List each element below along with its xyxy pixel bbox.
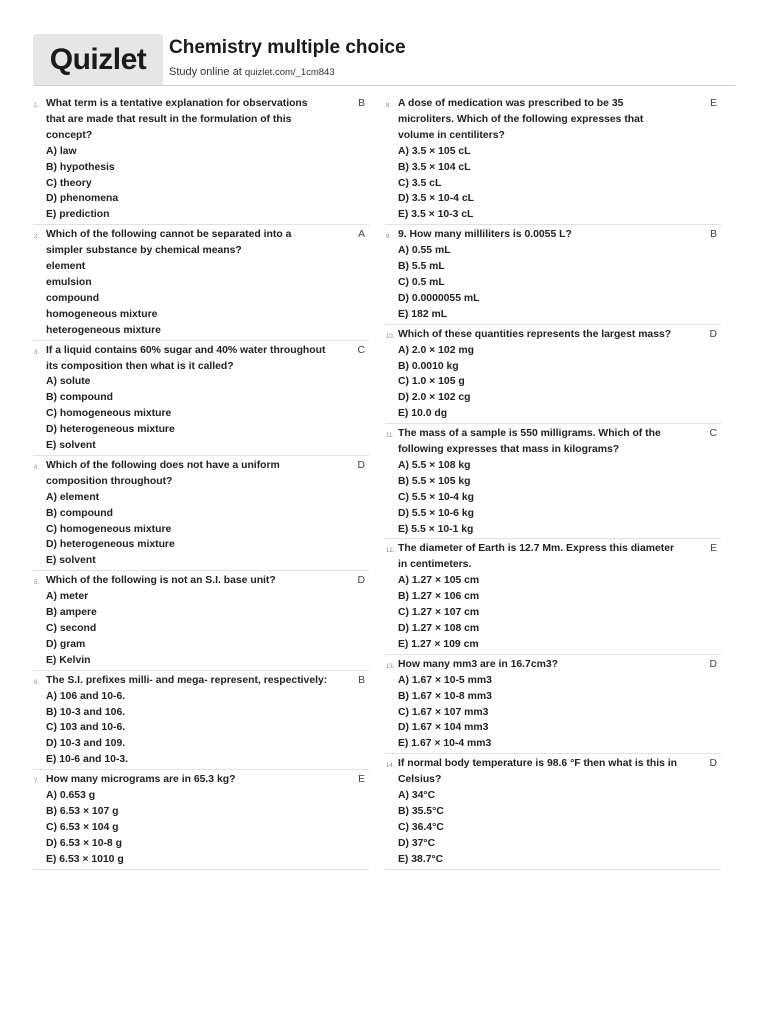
question-number: 10. [386,333,395,340]
answer-option: B) ampere [46,607,97,619]
answer-option: C) 6.53 × 104 g [46,821,119,833]
question-stem-line: Which of the following cannot be separated into a [46,229,292,241]
answer-option: compound [46,292,100,304]
question-number: 2. [34,234,40,241]
answer-option: E) 3.5 × 10-3 cL [398,209,474,221]
answer-option: B) 5.5 mL [398,261,445,273]
question-number: 12. [386,548,395,555]
question-stem-line: How many mm3 are in 16.7cm3? [398,658,558,670]
question-item [33,94,369,225]
question-item [33,225,369,340]
answer-option: C) 1.67 × 107 mm3 [398,706,489,718]
answer-option: D) 37°C [398,837,436,849]
answer-option: D) 5.5 × 10-6 kg [398,507,474,519]
question-item [385,539,721,654]
answer-option: A) 34°C [398,790,436,802]
answer-option: B) compound [46,392,113,404]
answer-option: D) heterogeneous mixture [46,424,175,436]
answer-key: D [709,758,717,770]
question-stem-line: What term is a tentative explanation for observations [46,98,308,109]
answer-option: E) 1.67 × 10-4 mm3 [398,738,492,750]
answer-option: C) 3.5 cL [398,177,442,189]
question-stem-line: How many micrograms are in 65.3 kg? [46,774,236,786]
answer-key: E [358,774,365,786]
answer-option: D) 6.53 × 10-8 g [46,837,122,849]
question-number: 6. [34,679,40,686]
answer-option: element [46,261,86,273]
answer-key: C [357,344,365,356]
answer-option: C) homogeneous mixture [46,523,172,535]
answer-option: E) 5.5 × 10-1 kg [398,523,474,535]
answer-option: emulsion [46,276,92,288]
question-item [385,424,721,539]
answer-option: B) 6.53 × 107 g [46,805,119,817]
answer-key: B [358,674,365,686]
answer-option: D) phenomena [46,193,119,205]
question-stem-line: Which of the following does not have a uniform [46,459,280,471]
answer-option: C) 1.0 × 105 g [398,376,465,388]
answer-option: E) solvent [46,440,96,452]
answer-option: C) theory [46,177,92,189]
question-item [385,325,721,424]
answer-key: D [357,459,365,471]
answer-option: A) 1.27 × 105 cm [398,575,480,587]
page-subtitle [169,66,335,78]
question-stem-line: Celsius? [398,774,442,786]
question-number: 14. [386,763,395,770]
answer-option: D) 2.0 × 102 cg [398,392,471,404]
question-number: 1. [34,103,40,109]
question-item [33,341,369,456]
question-number: 8. [386,103,392,109]
question-stem-line: A dose of medication was prescribed to be 35 [398,98,624,109]
question-item [33,671,369,770]
question-item [33,571,369,670]
answer-option: C) second [46,623,97,634]
answer-option: B) 35.5°C [398,805,444,817]
quizlet-logo[interactable]: Quizlet [33,34,163,86]
answer-key: D [709,658,717,670]
answer-option: A) 2.0 × 102 mg [398,344,474,356]
question-stem-line: The mass of a sample is 550 milligrams. Which of the [398,428,661,440]
answer-option: E) 10.0 dg [398,408,448,420]
answer-option: C) 0.5 mL [398,276,445,288]
question-stem-line: volume in centiliters? [398,129,505,141]
answer-option: D) 3.5 × 10-4 cL [398,193,474,205]
question-stem-line: microliters. Which of the following expresses that [398,113,644,125]
answer-option: C) 103 and 10-6. [46,722,126,734]
page-header [33,34,735,86]
answer-option: B) compound [46,507,113,519]
page-title: Chemistry multiple choice [169,37,406,58]
answer-option: D) 1.67 × 104 mm3 [398,722,489,734]
answer-option: A) 5.5 × 108 kg [398,459,471,471]
answer-option: A) solute [46,376,91,388]
answer-option: E) 38.7°C [398,853,444,865]
answer-option: homogeneous mixture [46,308,158,320]
question-number: 7. [34,779,40,786]
question-number: 5. [34,580,40,587]
answer-option: E) 10-6 and 10-3. [46,754,129,766]
answer-key: E [710,543,717,555]
question-item [385,94,721,225]
answer-option: A) meter [46,591,89,603]
answer-key: D [357,575,365,587]
question-stem-line: composition throughout? [46,475,173,487]
answer-option: A) 1.67 × 10-5 mm3 [398,674,492,686]
question-item [385,655,721,754]
question-stem-line: 9. How many milliliters is 0.0055 L? [398,229,572,241]
answer-option: D) 10-3 and 109. [46,738,126,750]
answer-option: C) 5.5 × 10-4 kg [398,491,474,503]
answer-option: C) 1.27 × 107 cm [398,607,480,619]
question-number: 13. [386,663,395,670]
answer-option: A) element [46,491,100,503]
answer-option: A) 106 and 10-6. [46,690,126,702]
question-column-right [385,94,721,870]
subtitle-prefix: Study online at [169,66,242,78]
answer-option: B) 5.5 × 105 kg [398,475,471,487]
answer-option: B) 1.27 × 106 cm [398,591,480,603]
answer-option: heterogeneous mixture [46,324,161,336]
question-stem-line: that are made that result in the formulation of this [46,113,292,125]
question-stem-line: Which of the following is not an S.I. base unit? [46,575,276,587]
answer-option: A) 0.55 mL [398,245,451,257]
answer-option: B) 3.5 × 104 cL [398,161,471,173]
question-stem-line: The S.I. prefixes milli- and mega- represent, respectively: [46,674,328,686]
question-column-left [33,94,369,870]
answer-option: D) heterogeneous mixture [46,539,175,551]
answer-key: B [358,98,365,109]
answer-option: E) 6.53 × 1010 g [46,853,124,865]
answer-option: A) law [46,145,77,157]
answer-option: D) 1.27 × 108 cm [398,623,480,634]
answer-option: D) 0.0000055 mL [398,292,480,304]
question-stem-line: Which of these quantities represents the largest mass? [398,328,672,340]
question-item [33,770,369,869]
question-stem-line: The diameter of Earth is 12.7 Mm. Express this diameter [398,543,675,555]
question-item [385,754,721,869]
answer-option: B) 10-3 and 106. [46,706,126,718]
answer-key: C [709,428,717,440]
answer-key: B [710,229,717,241]
question-number: 9. [386,234,392,241]
answer-option: E) 182 mL [398,308,448,320]
answer-option: B) 1.67 × 10-8 mm3 [398,690,492,702]
question-stem-line: following expresses that mass in kilograms? [398,444,620,456]
question-stem-line: in centimeters. [398,559,472,571]
answer-option: C) homogeneous mixture [46,408,172,420]
question-item [33,456,369,571]
study-link[interactable]: quizlet.com/_1cm843 [244,67,335,78]
question-stem-line: concept? [46,129,93,141]
answer-option: E) Kelvin [46,654,91,666]
answer-option: E) prediction [46,209,110,221]
answer-option: E) 1.27 × 109 cm [398,638,479,650]
question-stem-line: simpler substance by chemical means? [46,245,242,257]
question-number: 3. [34,349,40,356]
answer-option: B) hypothesis [46,161,115,173]
header-divider [33,85,735,86]
question-stem-line: If a liquid contains 60% sugar and 40% water throughout [46,344,326,356]
question-stem-line: If normal body temperature is 98.6 °F then what is this in [398,758,677,770]
answer-option: B) 0.0010 kg [398,360,459,372]
question-number: 11. [386,433,394,440]
question-stem-line: its composition then what is it called? [46,360,234,372]
answer-option: A) 0.653 g [46,790,96,802]
answer-key: A [358,229,365,241]
answer-option: D) gram [46,638,86,650]
answer-option: C) 36.4°C [398,821,444,833]
answer-key: D [709,328,717,340]
answer-option: A) 3.5 × 105 cL [398,145,471,157]
question-number: 4. [34,464,40,471]
answer-option: E) solvent [46,555,96,567]
question-item [385,225,721,324]
answer-key: E [710,98,717,109]
